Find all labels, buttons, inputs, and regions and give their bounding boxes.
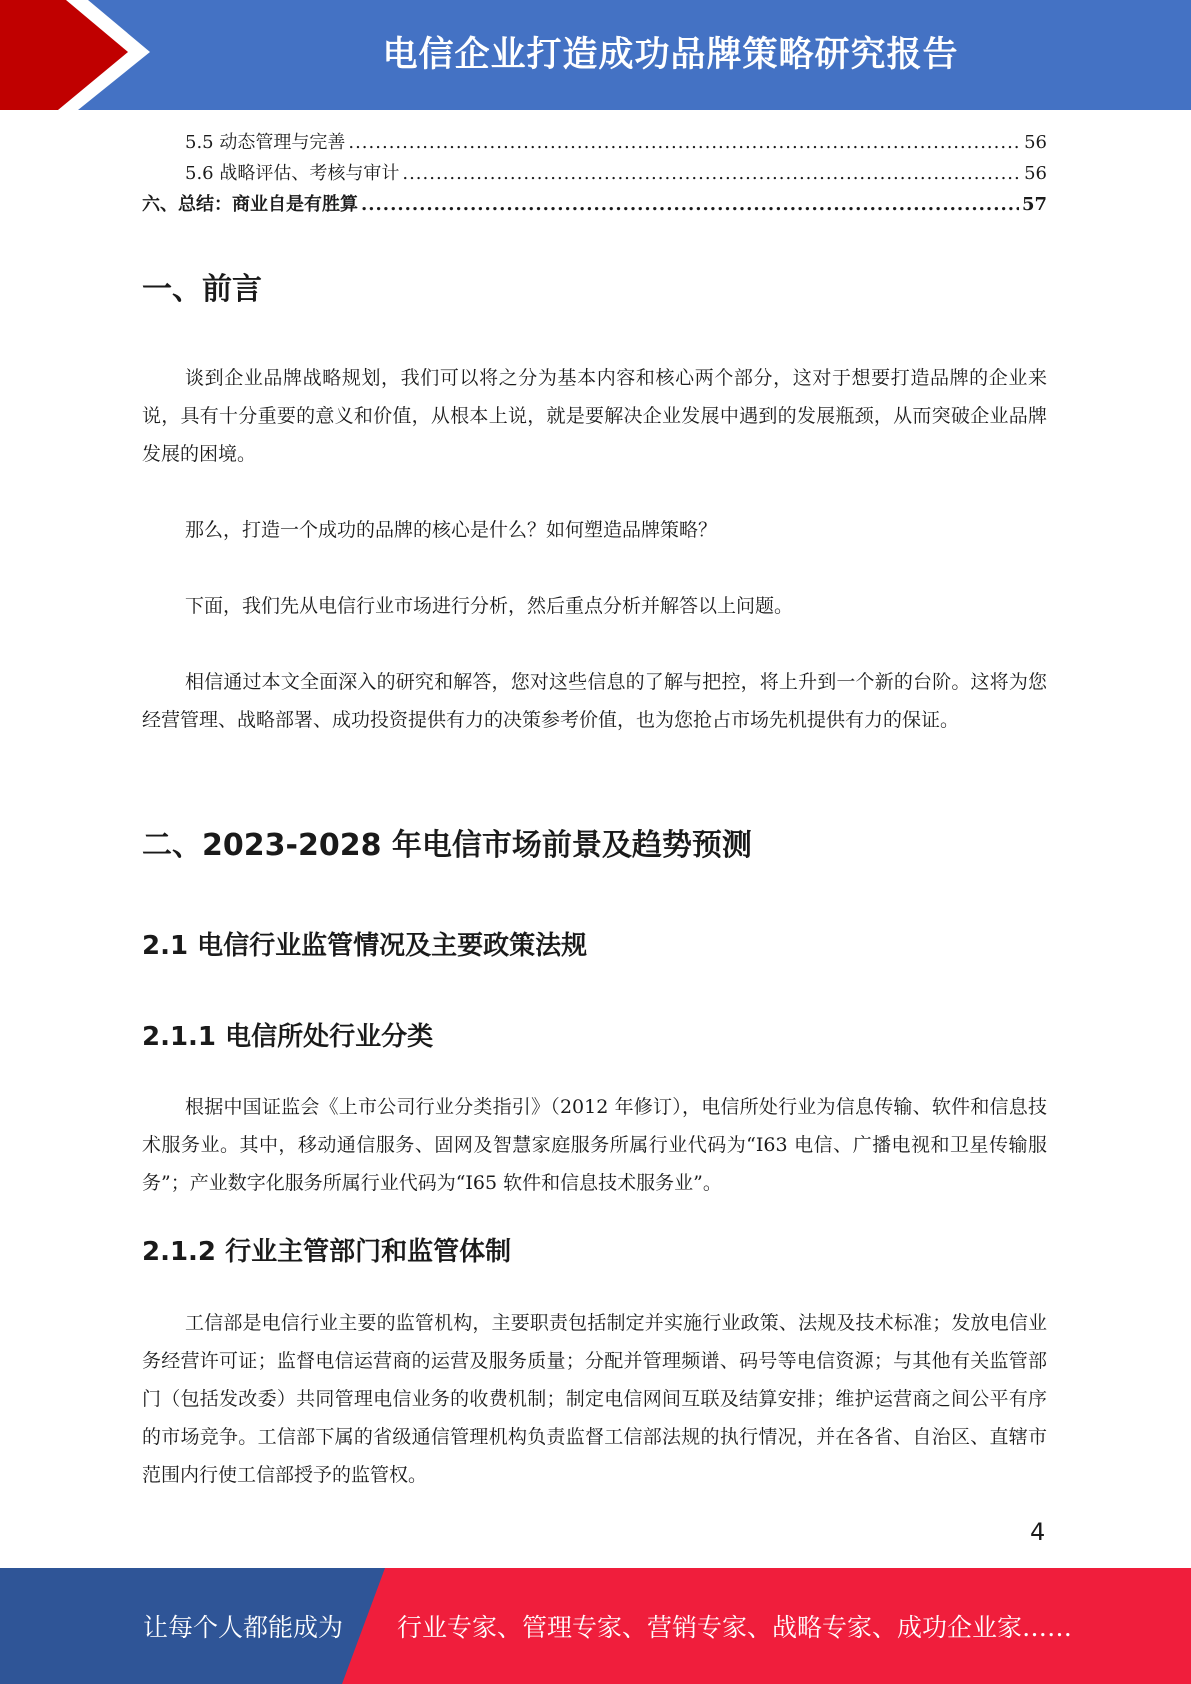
subsection-heading: 2.1.2 行业主管部门和监管体制 (142, 1237, 512, 1267)
footer-slogan-right: 行业专家、管理专家、营销专家、战略专家、成功企业家…… (397, 1613, 1073, 1642)
paragraph: 相信通过本文全面深入的研究和解答，您对这些信息的了解与把控，将上升到一个新的台阶。这将为您经营管理、战略部署、成功投资提供有力的决策参考价值，也为您抢占市场先机提供有力的保证。 (142, 671, 1047, 731)
paragraph: 根据中国证监会《上市公司行业分类指引》（2012 年修订），电信所处行业为信息传输、软件和信息技术服务业。其中，移动通信服务、固网及智慧家庭服务所属行业代码为“I63 电信、广播电视和卫星传输服务”；产业数字化服务所属行业代码为“I65 软件和信息技术服务业”。 (142, 1096, 1047, 1194)
toc-entry[interactable] (142, 159, 1047, 190)
footer-slogan-left: 让每个人都能成为 (143, 1613, 344, 1642)
toc-leader (402, 163, 1021, 184)
toc-label: 5.6 战略评估、考核与审计 (185, 163, 400, 184)
page-header (0, 0, 1191, 110)
page-footer (0, 1568, 1191, 1684)
paragraph: 下面，我们先从电信行业市场进行分析，然后重点分析并解答以上问题。 (185, 595, 794, 617)
toc-page-number: 56 (1024, 132, 1047, 153)
paragraph: 那么，打造一个成功的品牌的核心是什么？如何塑造品牌策略？ (185, 519, 718, 541)
section-heading-market-outlook: 二、2023-2028 年电信市场前景及趋势预测 (142, 828, 752, 863)
toc-leader (361, 194, 1019, 215)
toc-leader (348, 132, 1021, 153)
section-heading-preface: 一、前言 (142, 272, 262, 307)
subsection-heading: 2.1 电信行业监管情况及主要政策法规 (142, 931, 588, 961)
table-of-contents (142, 128, 1047, 221)
toc-page-number: 56 (1024, 163, 1047, 184)
toc-entry[interactable] (142, 190, 1047, 221)
toc-label: 5.5 动态管理与完善 (185, 132, 346, 153)
paragraph: 工信部是电信行业主要的监管机构，主要职责包括制定并实施行业政策、法规及技术标准；发放电信业务经营许可证；监督电信运营商的运营及服务质量；分配并管理频谱、码号等电信资源；与其他有关监管部门（包括发改委）共同管理电信业务的收费机制；制定电信网间互联及结算安排；维护运营商之间公平有序的市场竞争。工信部下属的省级通信管理机构负责监督工信部法规的执行情况，并在各省、自治区、直辖市范围内行使工信部授予的监管权。 (142, 1312, 1047, 1486)
page-number: 4 (1030, 1518, 1046, 1546)
toc-page-number: 57 (1021, 194, 1047, 215)
subsection-heading: 2.1.1 电信所处行业分类 (142, 1022, 434, 1052)
report-title: 电信企业打造成功品牌策略研究报告 (382, 35, 959, 75)
paragraph: 谈到企业品牌战略规划，我们可以将之分为基本内容和核心两个部分，这对于想要打造品牌的企业来说，具有十分重要的意义和价值，从根本上说，就是要解决企业发展中遇到的发展瓶颈，从而突破企业品牌发展的困境。 (142, 367, 1047, 465)
toc-entry[interactable] (142, 128, 1047, 159)
toc-label: 六、总结：商业自是有胜算 (142, 194, 358, 215)
